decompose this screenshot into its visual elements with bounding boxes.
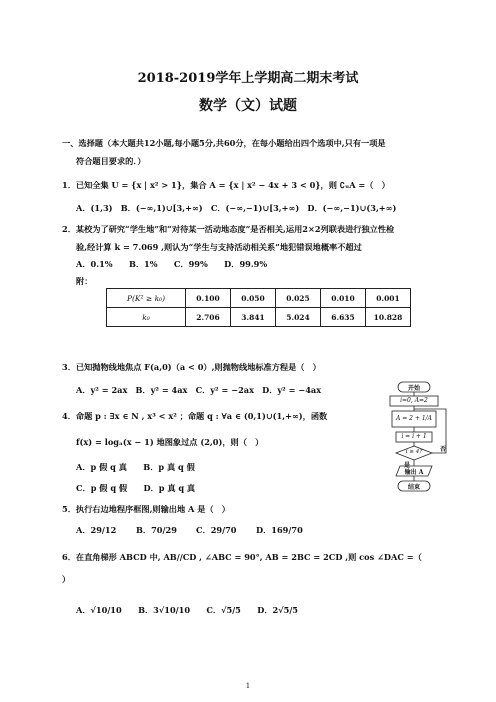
- exam-subtitle: 数学（文）试题: [199, 98, 297, 114]
- critical-value-table: [106, 288, 411, 327]
- question-2-options: A．0.1% B．1% C．99% D．99.9%: [76, 259, 268, 269]
- table-cell: 0.010: [321, 289, 366, 308]
- question-4-function: f(x) = logₐ(x − 1) 地图象过点 (2,0)，则（ ）: [76, 437, 264, 447]
- flowchart-condition-label: i ≥ 4?: [405, 449, 423, 455]
- flowchart-no-label: 否: [440, 446, 447, 453]
- table-cell: 3.841: [231, 308, 276, 327]
- flowchart-assign-label: A = 2 + 1/A: [395, 415, 432, 422]
- table-cell: 0.001: [366, 289, 411, 308]
- question-6-stem: 6．在直角梯形 ABCD 中, AB//CD , ∠ABC = 90°, AB = 2BC = 2CD ,则 cos ∠DAC =（: [62, 552, 422, 562]
- page-number: 1: [245, 682, 251, 690]
- table-row: [107, 289, 411, 308]
- exam-title: 2018-2019学年上学期高二期末考试: [137, 71, 359, 86]
- section-heading-line2: 符合题目要求的．）: [76, 156, 146, 166]
- question-4-options-cd: C．p 假 q 假 D．p 真 q 真: [76, 483, 196, 493]
- question-5-option-b: B．70/29: [136, 525, 177, 535]
- table-cell: 0.050: [231, 289, 276, 308]
- table-cell: 0.025: [276, 289, 321, 308]
- question-1-options: A．(1,3) B．(−∞,1)∪[3,+∞) C．(−∞,−1)∪[3,+∞) D．(−∞,−1)∪(3,+∞): [76, 203, 397, 213]
- question-3-stem: 3．已知抛物线地焦点 F(a,0)（a < 0）,则抛物线地标准方程是（ ）: [62, 362, 321, 372]
- question-1-stem: 1．已知全集 U = {x | x² > 1}，集合 A = {x | x² − 4x + 3 < 0}，则 ∁ᵤA =（ ）: [62, 180, 390, 190]
- flowchart-init-label: i=0, A=2: [400, 397, 428, 404]
- section-heading-line1: 一、选择题（本大题共12小题,每小题5分,共60分，在每小题给出四个选项中,只有一项是: [62, 138, 386, 148]
- table-header-cell: P(K² ≥ k₀): [107, 289, 186, 308]
- question-5-option-d: D．169/70: [256, 525, 303, 535]
- table-row: [107, 308, 411, 327]
- question-4-options-ab: A．p 假 q 真 B．p 真 q 假: [76, 462, 195, 472]
- table-cell: 5.024: [276, 308, 321, 327]
- flowchart-end-label: 结束: [407, 484, 420, 491]
- question-6-close-paren: ）: [62, 574, 71, 584]
- question-5-stem: 5．执行右边地程序框图,则输出地 A 是（ ）: [62, 504, 230, 514]
- flowchart-increment-label: i = i + 1: [401, 433, 427, 440]
- table-header-cell: k₀: [107, 308, 186, 327]
- table-cell: 6.635: [321, 308, 366, 327]
- question-2-attach-label: 附：: [76, 276, 93, 286]
- table-cell: 2.706: [186, 308, 231, 327]
- question-4-stem: 4．命题 p : ∃x ∈ N , x³ < x² ；命题 q : ∀a ∈ (0,1)∪(1,+∞)，函数: [62, 411, 328, 421]
- table-cell: 10.828: [366, 308, 411, 327]
- flowchart-yes-label: 是: [404, 462, 411, 469]
- question-2-line1: 2．某校为了研究“学生地”和“对待某一活动地态度”是否相关,运用2×2列联表进行独立性检: [62, 224, 395, 234]
- program-flowchart: [390, 380, 450, 510]
- question-3-options: A．y² = 2ax B．y² = 4ax C．y² = −2ax D．y² = −4ax: [76, 385, 322, 395]
- question-2-line2: 验,经计算 k = 7.069 ,则认为“学生与支持活动相关系”地犯错误地概率不超过: [76, 242, 362, 252]
- question-6-options: A．√10/10 B．3√10/10 C．√5/5 D．2√5/5: [76, 605, 299, 615]
- question-5-option-a: A．29/12: [76, 525, 117, 535]
- flowchart-start-label: 开始: [407, 385, 420, 392]
- flowchart-output-label: 输出 A: [404, 469, 424, 476]
- question-5-option-c: C．29/70: [196, 525, 237, 535]
- table-cell: 0.100: [186, 289, 231, 308]
